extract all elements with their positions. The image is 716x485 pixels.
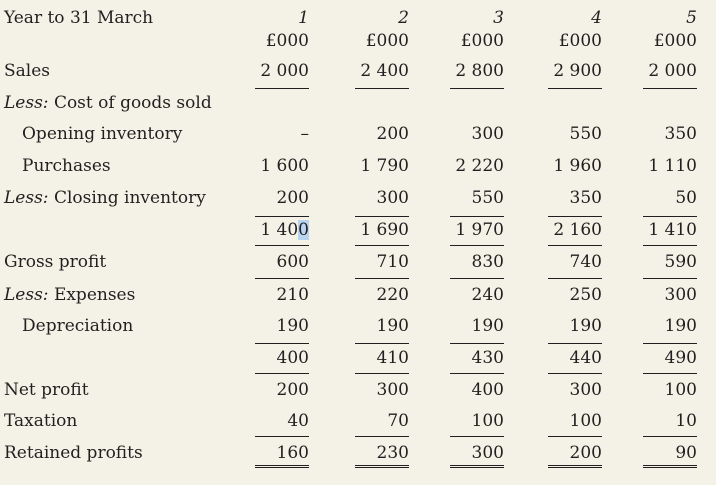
label-cogs bbox=[4, 92, 212, 114]
cell-depreciation-4: 190 bbox=[569, 316, 602, 336]
label-opening-inventory bbox=[22, 123, 182, 145]
cell-purchases-1: 1 600 bbox=[260, 156, 309, 176]
cell-net-profit-3: 400 bbox=[471, 380, 504, 400]
row-cogs bbox=[0, 92, 716, 124]
cell-net-profit-5: 100 bbox=[664, 380, 697, 400]
cell-gross-profit-2: 710 bbox=[376, 252, 409, 272]
column-rule bbox=[643, 278, 697, 279]
column-rule bbox=[450, 278, 504, 279]
cell-closing-inventory-2: 300 bbox=[376, 188, 409, 208]
row-opening-inventory bbox=[0, 123, 716, 155]
cell-depreciation-3: 190 bbox=[471, 316, 504, 336]
less-prefix: Less: bbox=[4, 285, 49, 305]
column-rule bbox=[255, 216, 309, 217]
label-sales bbox=[4, 60, 50, 82]
cell-gross-profit-5: 590 bbox=[664, 252, 697, 272]
cell-expenses-total-3: 430 bbox=[471, 348, 504, 368]
cell-expenses-3: 240 bbox=[471, 285, 504, 305]
cell-sales-4: 2 900 bbox=[553, 61, 602, 81]
column-rule bbox=[548, 88, 602, 89]
cell-net-profit-4: 300 bbox=[569, 380, 602, 400]
cell-opening-inventory-3: 300 bbox=[471, 124, 504, 144]
cell-depreciation-2: 190 bbox=[376, 316, 409, 336]
year-header-1: 1 bbox=[298, 8, 309, 28]
cell-gross-profit-4: 740 bbox=[569, 252, 602, 272]
cell-closing-inventory-4: 350 bbox=[569, 188, 602, 208]
column-rule bbox=[450, 343, 504, 344]
row-label-text: Opening inventory bbox=[22, 124, 183, 144]
cell-cogs-total-2: 1 690 bbox=[360, 220, 409, 240]
column-rule bbox=[450, 88, 504, 89]
cell-expenses-2: 220 bbox=[376, 285, 409, 305]
year-header-4: 4 bbox=[591, 8, 602, 28]
column-rule bbox=[548, 245, 602, 246]
cell-net-profit-2: 300 bbox=[376, 380, 409, 400]
cell-opening-inventory-2: 200 bbox=[376, 124, 409, 144]
cell-retained-profits-3: 300 bbox=[471, 443, 504, 463]
column-rule bbox=[643, 216, 697, 217]
row-taxation bbox=[0, 410, 716, 442]
cell-sales-5: 2 000 bbox=[648, 61, 697, 81]
year-header-2: 2 bbox=[398, 8, 409, 28]
cell-expenses-total-2: 410 bbox=[376, 348, 409, 368]
label-closing-inventory bbox=[4, 187, 206, 209]
row-expenses-total bbox=[0, 347, 716, 379]
cell-closing-inventory-5: 50 bbox=[675, 188, 697, 208]
cell-purchases-5: 1 110 bbox=[648, 156, 697, 176]
cell-expenses-5: 300 bbox=[664, 285, 697, 305]
text-selection-highlight: 0 bbox=[298, 220, 309, 240]
column-rule bbox=[548, 465, 602, 468]
cell-retained-profits-1: 160 bbox=[276, 443, 309, 463]
column-rule bbox=[450, 245, 504, 246]
cell-retained-profits-2: 230 bbox=[376, 443, 409, 463]
cell-net-profit-1: 200 bbox=[276, 380, 309, 400]
column-rule bbox=[548, 436, 602, 437]
column-rule bbox=[255, 278, 309, 279]
column-rule bbox=[355, 245, 409, 246]
unit-header: £000 bbox=[460, 31, 504, 51]
row-label-text: Expenses bbox=[53, 285, 136, 305]
cell-cogs-total-3: 1 970 bbox=[455, 220, 504, 240]
label-gross-profit bbox=[4, 251, 106, 273]
column-rule bbox=[643, 436, 697, 437]
column-rule bbox=[255, 436, 309, 437]
cell-gross-profit-3: 830 bbox=[471, 252, 504, 272]
column-rule bbox=[548, 278, 602, 279]
column-rule bbox=[450, 465, 504, 468]
row-purchases bbox=[0, 155, 716, 187]
label-depreciation bbox=[22, 315, 133, 337]
row-label-text: Retained profits bbox=[4, 443, 143, 463]
cell-taxation-4: 100 bbox=[569, 411, 602, 431]
row-retained-profits bbox=[0, 442, 716, 474]
column-rule bbox=[255, 343, 309, 344]
cell-closing-inventory-1: 200 bbox=[276, 188, 309, 208]
column-rule bbox=[255, 373, 309, 374]
cell-expenses-total-5: 490 bbox=[664, 348, 697, 368]
row-net-profit bbox=[0, 379, 716, 411]
column-rule bbox=[355, 465, 409, 468]
column-rule bbox=[355, 216, 409, 217]
column-rule bbox=[355, 373, 409, 374]
cell-cogs-total-5: 1 410 bbox=[648, 220, 697, 240]
cell-purchases-3: 2 220 bbox=[455, 156, 504, 176]
column-rule bbox=[450, 436, 504, 437]
column-rule bbox=[450, 373, 504, 374]
cell-purchases-2: 1 790 bbox=[360, 156, 409, 176]
column-rule bbox=[548, 373, 602, 374]
column-rule bbox=[355, 436, 409, 437]
row-closing-inventory bbox=[0, 187, 716, 219]
label-taxation bbox=[4, 410, 77, 432]
cell-sales-1: 2 000 bbox=[260, 61, 309, 81]
cell-expenses-total-4: 440 bbox=[569, 348, 602, 368]
year-header-5: 5 bbox=[686, 8, 697, 28]
cell-opening-inventory-1: – bbox=[300, 124, 309, 144]
row-label-text: Purchases bbox=[22, 156, 111, 176]
row-label-text: Net profit bbox=[4, 380, 89, 400]
label-net-profit bbox=[4, 379, 89, 401]
column-rule bbox=[355, 343, 409, 344]
less-prefix: Less: bbox=[4, 93, 49, 113]
cell-opening-inventory-4: 550 bbox=[569, 124, 602, 144]
less-prefix: Less: bbox=[4, 188, 49, 208]
unit-header: £000 bbox=[558, 31, 602, 51]
cell-opening-inventory-5: 350 bbox=[664, 124, 697, 144]
cell-retained-profits-4: 200 bbox=[569, 443, 602, 463]
row-label-text: Gross profit bbox=[4, 252, 107, 272]
column-rule bbox=[643, 88, 697, 89]
row-expenses bbox=[0, 284, 716, 316]
unit-header: £000 bbox=[265, 31, 309, 51]
column-rule bbox=[643, 373, 697, 374]
cell-retained-profits-5: 90 bbox=[675, 443, 697, 463]
row-label-text: Sales bbox=[4, 61, 51, 81]
year-header-3: 3 bbox=[493, 8, 504, 28]
label-expenses bbox=[4, 284, 135, 306]
cell-sales-3: 2 800 bbox=[455, 61, 504, 81]
cell-expenses-4: 250 bbox=[569, 285, 602, 305]
cell-sales-2: 2 400 bbox=[360, 61, 409, 81]
cell-closing-inventory-3: 550 bbox=[471, 188, 504, 208]
cell-cogs-total-1: 1 400 bbox=[260, 220, 309, 240]
column-rule bbox=[255, 245, 309, 246]
column-rule bbox=[643, 465, 697, 468]
cell-expenses-1: 210 bbox=[276, 285, 309, 305]
label-retained-profits bbox=[4, 442, 143, 464]
unit-header: £000 bbox=[365, 31, 409, 51]
cell-cogs-total-4: 2 160 bbox=[553, 220, 602, 240]
cell-taxation-2: 70 bbox=[387, 411, 409, 431]
cell-gross-profit-1: 600 bbox=[276, 252, 309, 272]
cell-taxation-5: 10 bbox=[675, 411, 697, 431]
column-rule bbox=[355, 278, 409, 279]
column-rule bbox=[355, 88, 409, 89]
row-cogs-total bbox=[0, 219, 716, 251]
column-rule bbox=[255, 88, 309, 89]
row-label-text: Closing inventory bbox=[53, 188, 206, 208]
header-title: Year to 31 March bbox=[4, 8, 154, 28]
cell-taxation-1: 40 bbox=[287, 411, 309, 431]
label-purchases bbox=[22, 155, 111, 177]
cell-expenses-total-1: 400 bbox=[276, 348, 309, 368]
column-rule bbox=[643, 343, 697, 344]
cell-depreciation-1: 190 bbox=[276, 316, 309, 336]
cell-taxation-3: 100 bbox=[471, 411, 504, 431]
cell-purchases-4: 1 960 bbox=[553, 156, 602, 176]
unit-header: £000 bbox=[653, 31, 697, 51]
row-label-text: Taxation bbox=[4, 411, 78, 431]
column-rule bbox=[548, 343, 602, 344]
column-rule bbox=[255, 465, 309, 468]
cell-depreciation-5: 190 bbox=[664, 316, 697, 336]
column-rule bbox=[548, 216, 602, 217]
row-label-text: Cost of goods sold bbox=[53, 93, 212, 113]
row-label-text: Depreciation bbox=[22, 316, 134, 336]
column-rule bbox=[643, 245, 697, 246]
column-rule bbox=[450, 216, 504, 217]
